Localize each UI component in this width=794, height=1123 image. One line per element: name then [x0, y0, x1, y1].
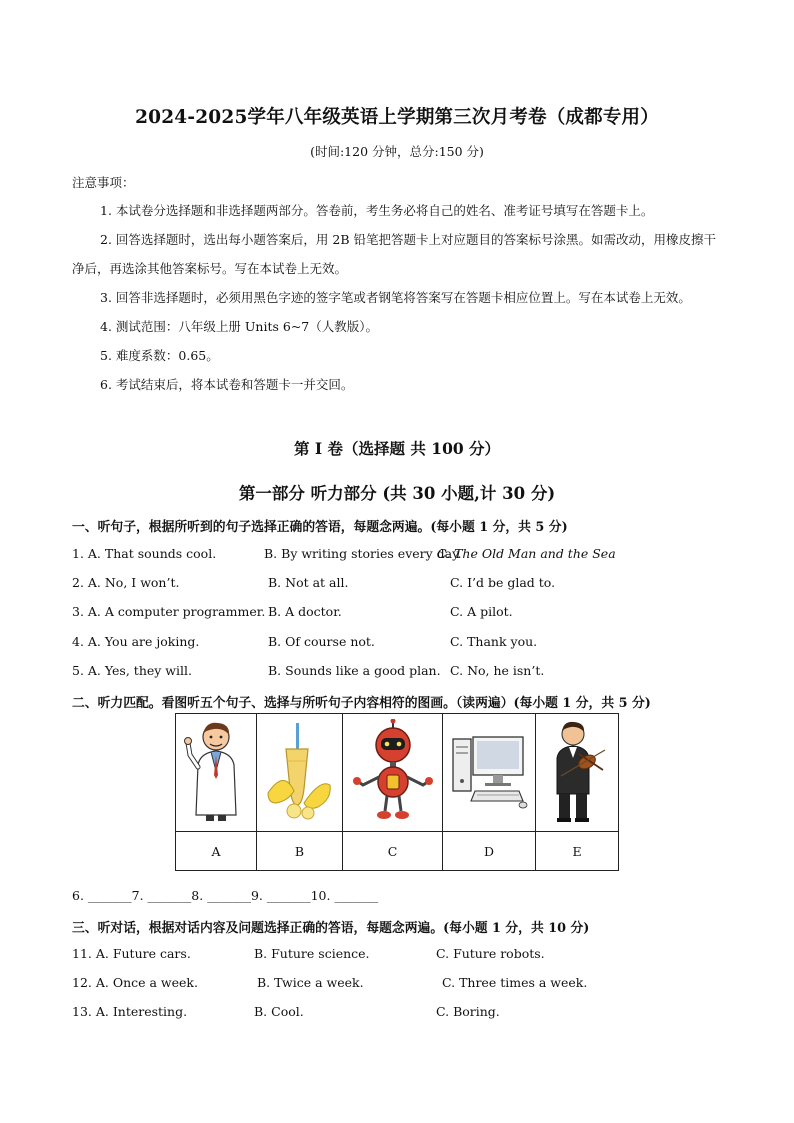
- note-item: 1. 本试卷分选择题和非选择题两部分。答卷前，考生务必将自己的姓名、准考证号填写在答题卡上。: [100, 203, 654, 218]
- question-option: 13. A. Interesting.: [72, 1004, 188, 1019]
- note-item: 5. 难度系数：0.65。: [100, 348, 219, 363]
- computer-icon: [449, 731, 529, 811]
- note-item: 2. 回答选择题时，选出每小题答案后，用 2B 铅笔把答题卡上对应题目的答案标号涂黑。如需改动，用橡皮擦干净后，再选涂其他答案标号。写在本试卷上无效。: [72, 232, 716, 276]
- question-option: 4. A. You are joking.: [72, 634, 200, 649]
- question-option: B. Of course not.: [268, 634, 375, 649]
- picture-label: E: [536, 832, 619, 871]
- notes-list: [72, 196, 722, 399]
- section2-heading: 二、听力匹配。看图听五个句子、选择与所听句子内容相符的图画。（读两遍）(每小题 1 分，共 5 分): [72, 696, 651, 711]
- picture-cell: [536, 714, 619, 832]
- question-option: B. Sounds like a good plan.: [268, 663, 441, 678]
- note-item: 6. 考试结束后，将本试卷和答题卡一并交回。: [100, 377, 354, 392]
- answer-blanks: 6. _______7. _______8. _______9. _______10. _______: [72, 888, 379, 903]
- question-option: B. Twice a week.: [257, 975, 364, 990]
- question-option: C. Three times a week.: [442, 975, 588, 990]
- picture-cell: [176, 714, 257, 832]
- robot-icon: [351, 719, 435, 823]
- question-option: 11. A. Future cars.: [72, 946, 191, 961]
- question-option: B. Cool.: [254, 1004, 304, 1019]
- question-option: C. No, he isn’t.: [450, 663, 545, 678]
- question-option: C. A pilot.: [450, 604, 513, 619]
- picture-table: [175, 713, 619, 871]
- question-option: 5. A. Yes, they will.: [72, 663, 192, 678]
- juice-banana-icon: [264, 719, 336, 823]
- question-option: C. Future robots.: [436, 946, 545, 961]
- question-option: C. Boring.: [436, 1004, 500, 1019]
- picture-label: B: [257, 832, 343, 871]
- picture-cell: [443, 714, 536, 832]
- question-option: 3. A. A computer programmer.: [72, 604, 266, 619]
- picture-label: D: [443, 832, 536, 871]
- picture-label: A: [176, 832, 257, 871]
- question-option: B. A doctor.: [268, 604, 342, 619]
- page-subtitle: (时间:120 分钟，总分:150 分): [310, 144, 484, 159]
- violinist-icon: [543, 718, 611, 824]
- picture-cell: [257, 714, 343, 832]
- question-option: B. Future science.: [254, 946, 370, 961]
- volume-title: 第 I 卷（选择题 共 100 分）: [293, 439, 501, 458]
- picture-label: C: [343, 832, 443, 871]
- page-title: 2024-2025学年八年级英语上学期第三次月考卷（成都专用）: [135, 107, 659, 128]
- note-item: 4. 测试范围：八年级上册 Units 6~7（人教版）。: [100, 319, 378, 334]
- question-option: 2. A. No, I won’t.: [72, 575, 180, 590]
- question-option: B. Not at all.: [268, 575, 349, 590]
- question-option: C. Thank you.: [450, 634, 538, 649]
- question-option: 12. A. Once a week.: [72, 975, 198, 990]
- note-item: 3. 回答非选择题时，必须用黑色字迹的签字笔或者钢笔将答案写在答题卡相应位置上。写在本试卷上无效。: [100, 290, 691, 305]
- question-option: 1. A. That sounds cool.: [72, 546, 217, 561]
- notes-heading: 注意事项：: [72, 175, 135, 190]
- question-option: C. The Old Man and the Sea: [437, 546, 616, 561]
- question-option: B. By writing stories every day.: [264, 546, 462, 561]
- section3-heading: 三、听对话，根据对话内容及问题选择正确的答语，每题念两遍。(每小题 1 分，共 10 分): [72, 921, 590, 936]
- part-title: 第一部分 听力部分 (共 30 小题,计 30 分): [238, 484, 556, 503]
- section1-heading: 一、听句子，根据所听到的句子选择正确的答语，每题念两遍。(每小题 1 分，共 5 分): [72, 520, 568, 535]
- picture-cell: [343, 714, 443, 832]
- doctor-icon: [184, 719, 248, 823]
- question-option: C. I’d be glad to.: [450, 575, 556, 590]
